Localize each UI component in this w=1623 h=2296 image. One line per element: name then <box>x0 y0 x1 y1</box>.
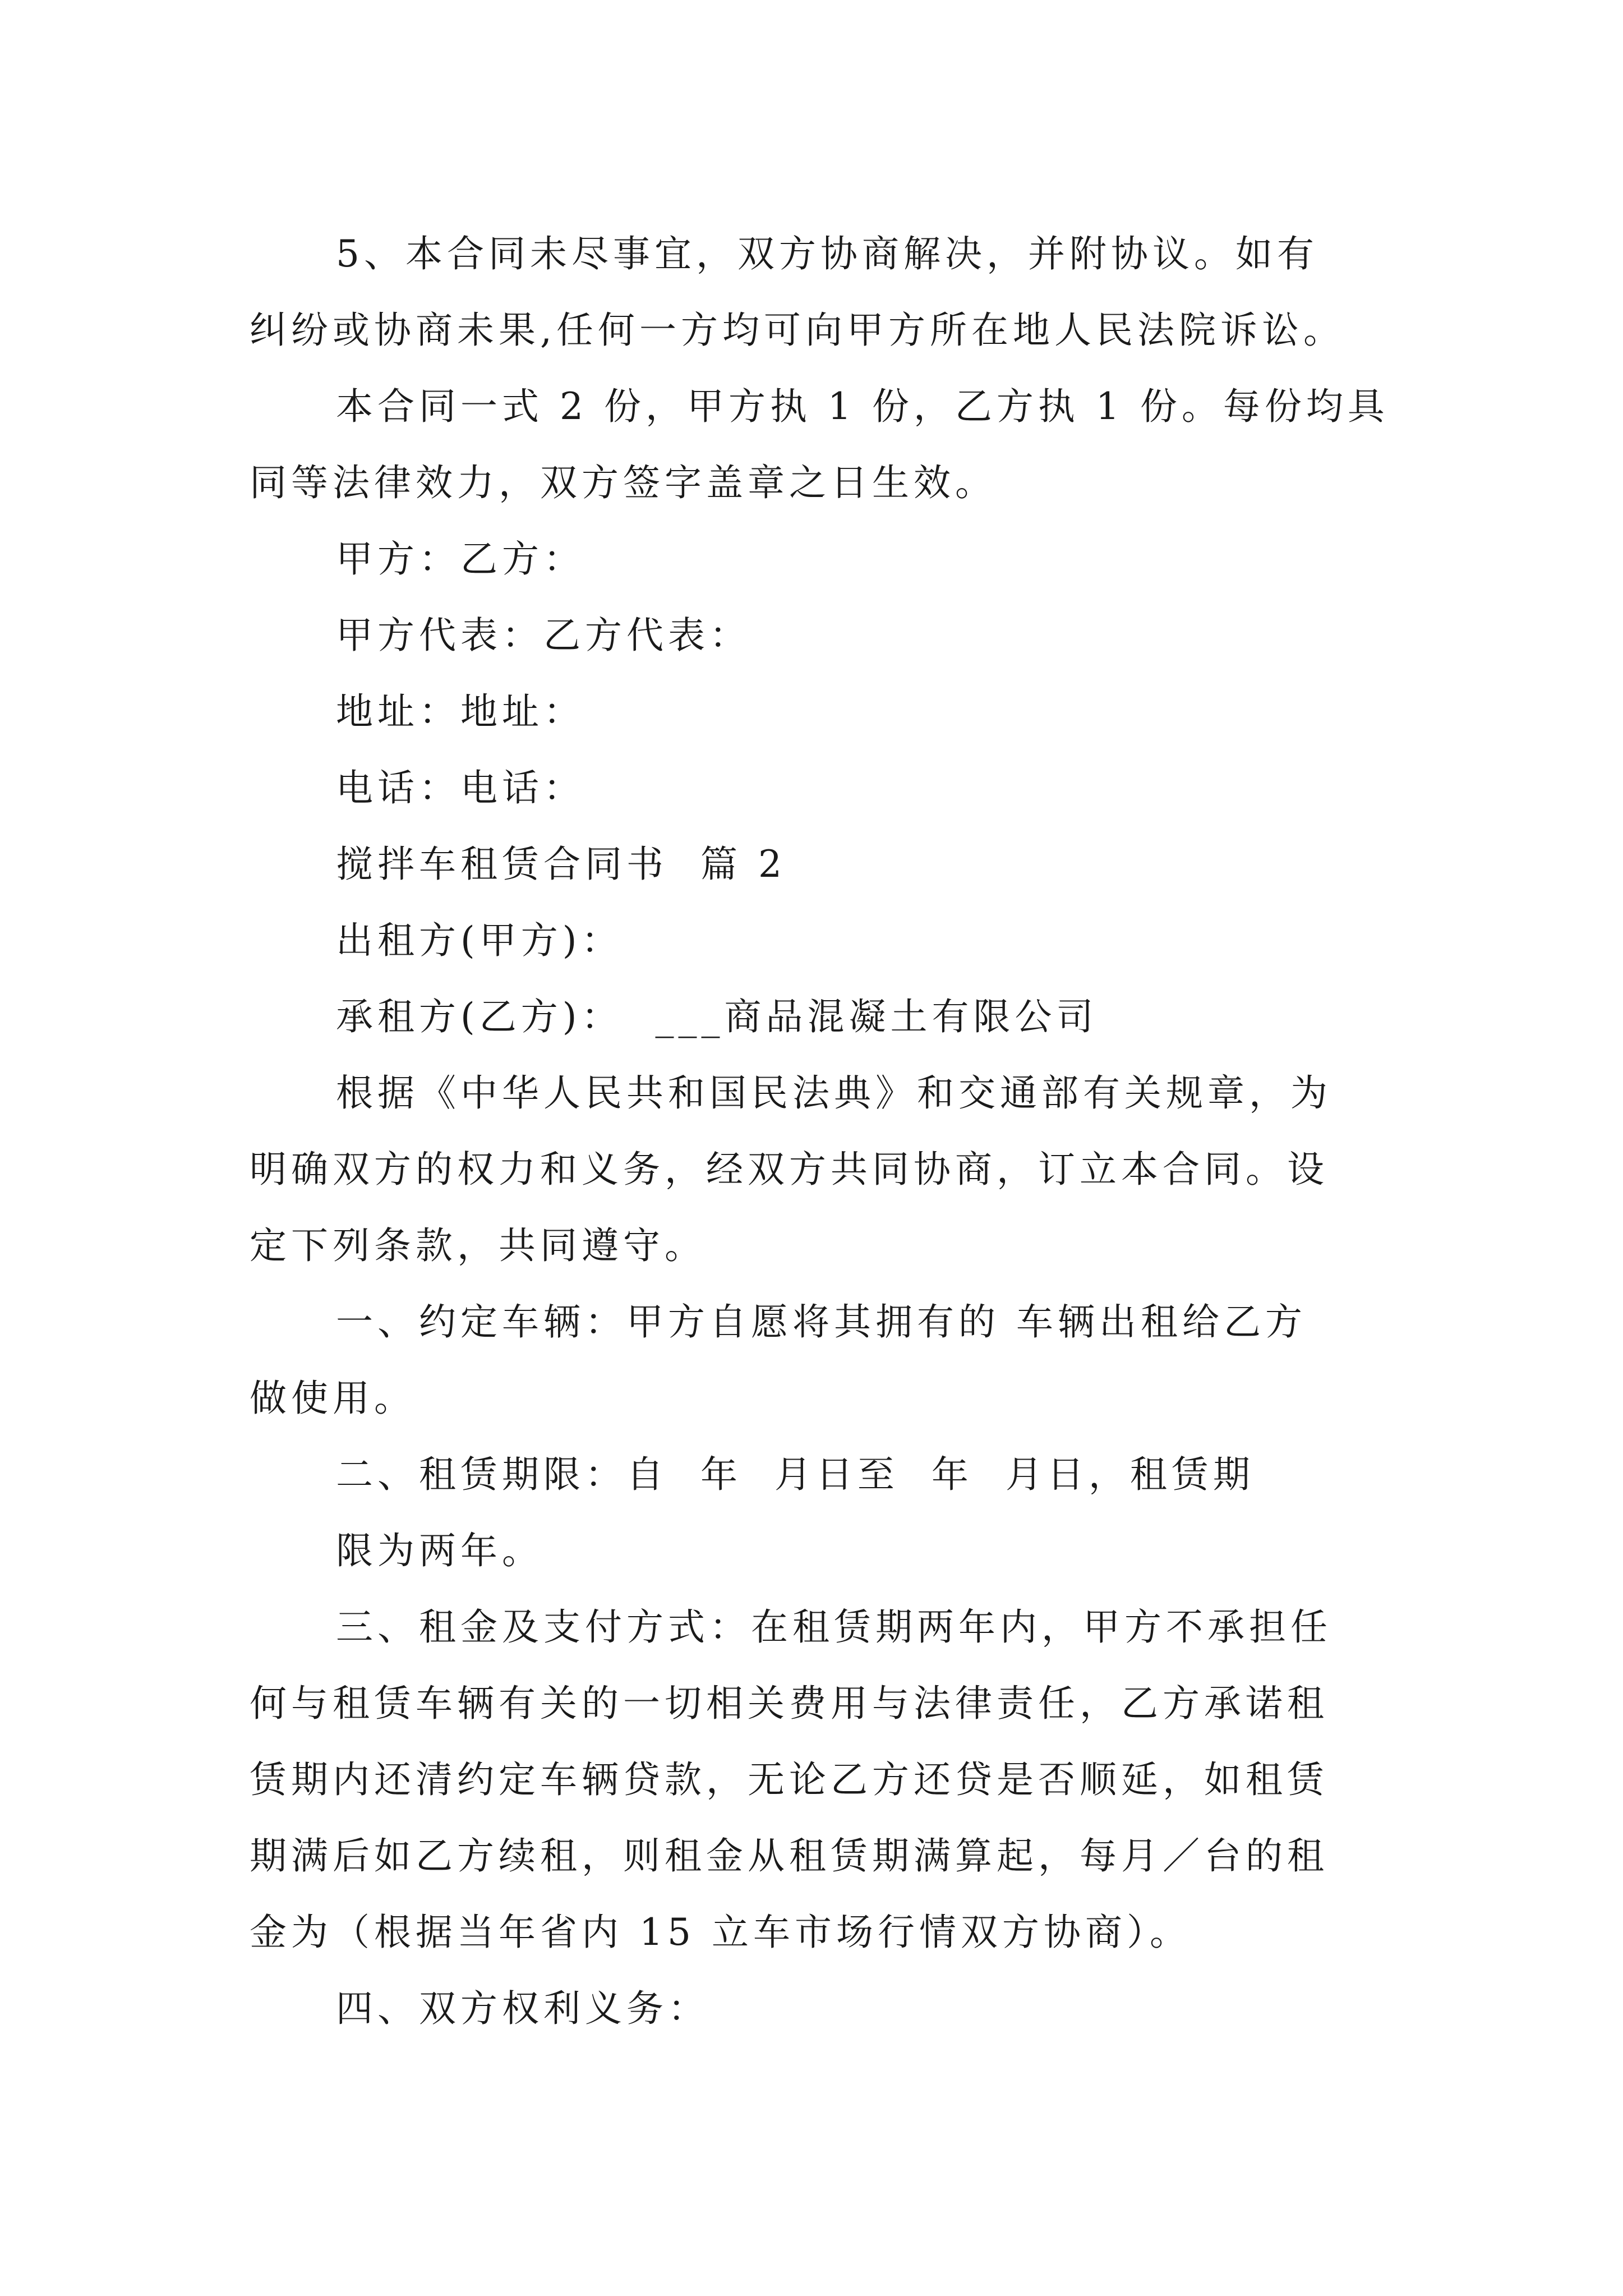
text-line: 定下列条款，共同遵守。 <box>250 1224 706 1267</box>
party-line: 甲方：乙方： <box>336 537 585 581</box>
document-body <box>250 216 1394 2047</box>
text-line: 金为（根据当年省内 15 立车市场行情双方协商）。 <box>250 1911 1191 1954</box>
clause-1: 一、约定车辆：甲方自愿将其拥有的 车辆出租给乙方 <box>336 1300 1307 1343</box>
representative-line: 甲方代表：乙方代表： <box>336 614 751 657</box>
text-line: 同等法律效力，双方签字盖章之日生效。 <box>250 461 997 504</box>
text-line: 明确双方的权力和义务，经双方共同协商，订立本合同。设 <box>250 1148 1329 1191</box>
clause-4: 四、双方权利义务： <box>336 1987 709 2030</box>
clause-2: 二、租赁期限：自 年 月日至 年 月日，租赁期 <box>336 1453 1255 1496</box>
text-line: 期满后如乙方续租，则租金从租赁期满算起，每月／台的租 <box>250 1834 1329 1878</box>
text-line: 何与租赁车辆有关的一切相关费用与法律责任，乙方承诺租 <box>250 1682 1329 1725</box>
text-line: 根据《中华人民共和国民法典》和交通部有关规章，为 <box>336 1071 1332 1115</box>
text-line: 纠纷或协商未果,任何一方均可向甲方所在地人民法院诉讼。 <box>250 309 1345 352</box>
text-line: 做使用。 <box>250 1377 416 1420</box>
lessee-line: 承租方(乙方)： ___商品混凝土有限公司 <box>336 995 1098 1038</box>
text-line: 限为两年。 <box>336 1529 543 1572</box>
section-heading: 搅拌车租赁合同书 篇 2 <box>336 843 786 886</box>
text-line: 赁期内还清约定车辆贷款，无论乙方还贷是否顺延，如租赁 <box>250 1758 1329 1801</box>
lessor-line: 出租方(甲方)： <box>336 919 623 962</box>
text-line: 本合同一式 2 份，甲方执 1 份，乙方执 1 份。每份均具 <box>336 385 1389 428</box>
phone-line: 电话：电话： <box>336 766 585 809</box>
clause-3: 三、租金及支付方式：在租赁期两年内，甲方不承担任 <box>336 1605 1332 1649</box>
address-line: 地址：地址： <box>336 690 585 733</box>
text-line: 5、本合同未尽事宜，双方协商解决，并附协议。如有 <box>336 232 1318 275</box>
